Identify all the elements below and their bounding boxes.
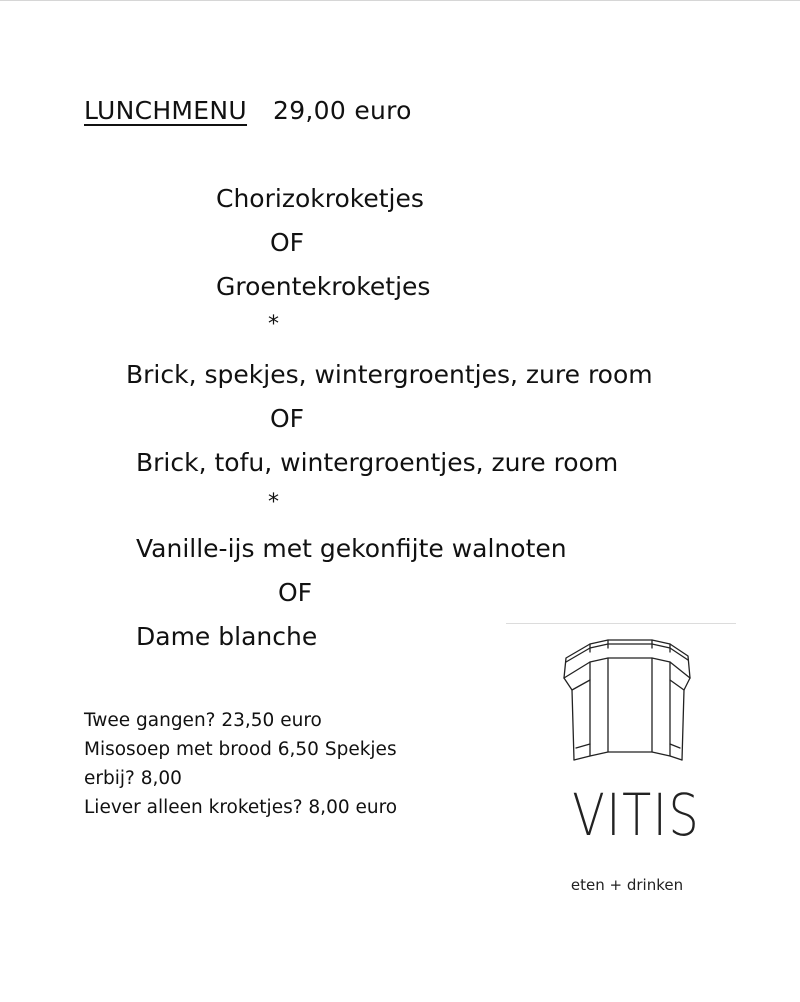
separator-2: *: [268, 490, 279, 515]
course1-or: OF: [270, 228, 305, 257]
top-border: [0, 0, 800, 1]
brand-tagline: eten + drinken: [570, 876, 684, 894]
building-sketch-icon: [550, 632, 710, 772]
menu-header: [84, 96, 412, 125]
menu-notes: [84, 706, 397, 822]
course3-or: OF: [278, 578, 313, 607]
course1-option-b: Groentekroketjes: [216, 272, 431, 301]
menu-title: LUNCHMENU: [84, 96, 248, 125]
course2-option-a: Brick, spekjes, wintergroentjes, zure room: [126, 360, 653, 389]
course2-option-b: Brick, tofu, wintergroentjes, zure room: [136, 448, 619, 477]
note-bacon-extra: erbij? 8,00: [84, 768, 182, 789]
brand-name: VITIS: [572, 781, 701, 849]
separator-1: *: [268, 312, 279, 337]
note-miso-soup: Misosoep met brood 6,50 Spekjes: [84, 739, 397, 760]
note-croquettes-only: Liever alleen kroketjes? 8,00 euro: [84, 797, 398, 818]
course3-option-b: Dame blanche: [136, 622, 318, 651]
course1-option-a: Chorizokroketjes: [216, 184, 424, 213]
note-two-courses: Twee gangen? 23,50 euro: [84, 710, 322, 731]
logo-divider: [506, 623, 736, 624]
menu-price: 29,00 euro: [273, 96, 412, 125]
course2-or: OF: [270, 404, 305, 433]
course3-option-a: Vanille-ijs met gekonfijte walnoten: [136, 534, 567, 563]
